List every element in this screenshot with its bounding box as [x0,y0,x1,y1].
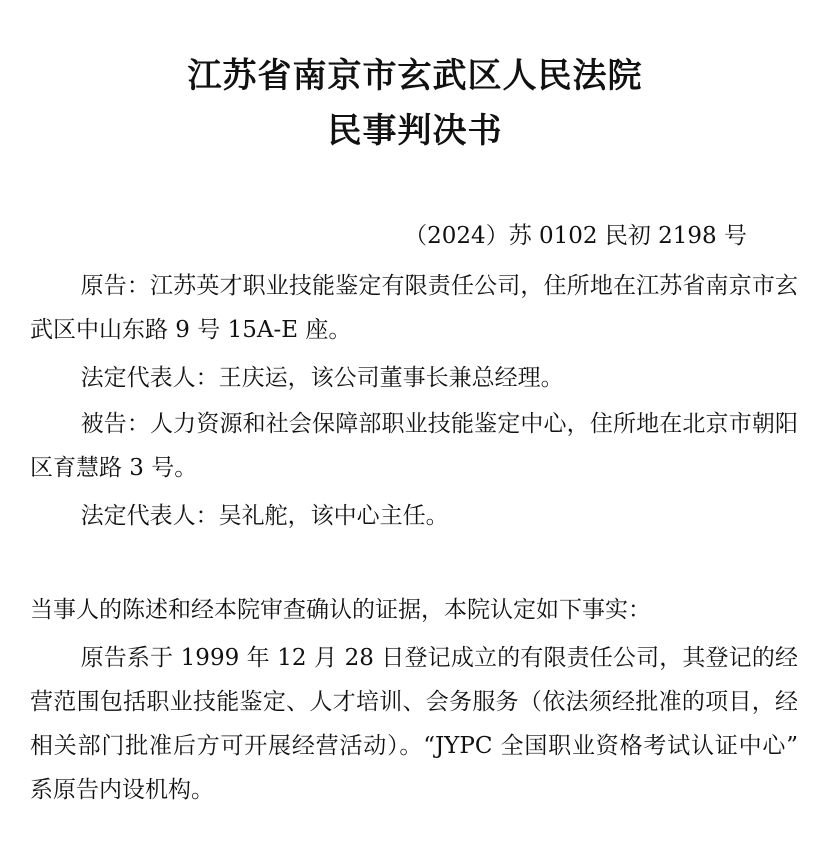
findings-intro-paragraph: 当事人的陈述和经本院审查确认的证据，本院认定如下事实： [30,597,651,623]
plaintiff-paragraph: 原告：江苏英才职业技能鉴定有限责任公司，住所地在江苏省南京市玄武区中山东路 9 号 15A-E 座。 [30,273,798,343]
plaintiff-representative-paragraph: 法定代表人：王庆运，该公司董事长兼总经理。 [80,365,564,391]
facts-paragraph: 原告系于 1999 年 12 月 28 日登记成立的有限责任公司，其登记的经营范围包括职业技能鉴定、人才培训、会务服务（依法须经批准的项目，经相关部门批准后方可开展经营活动）。“JYPC 全国职业资格考试认证中心” 系原告内设机构。 [30,645,798,803]
case-number: （2024）苏 0102 民初 2198 号 [404,223,747,249]
document-type-title: 民事判决书 [327,111,503,151]
defendant-representative-paragraph: 法定代表人：吴礼舵，该中心主任。 [80,503,449,529]
defendant-paragraph: 被告：人力资源和社会保障部职业技能鉴定中心，住所地在北京市朝阳区育慧路 3 号。 [30,411,798,481]
court-name: 江苏省南京市玄武区人民法院 [187,56,643,96]
